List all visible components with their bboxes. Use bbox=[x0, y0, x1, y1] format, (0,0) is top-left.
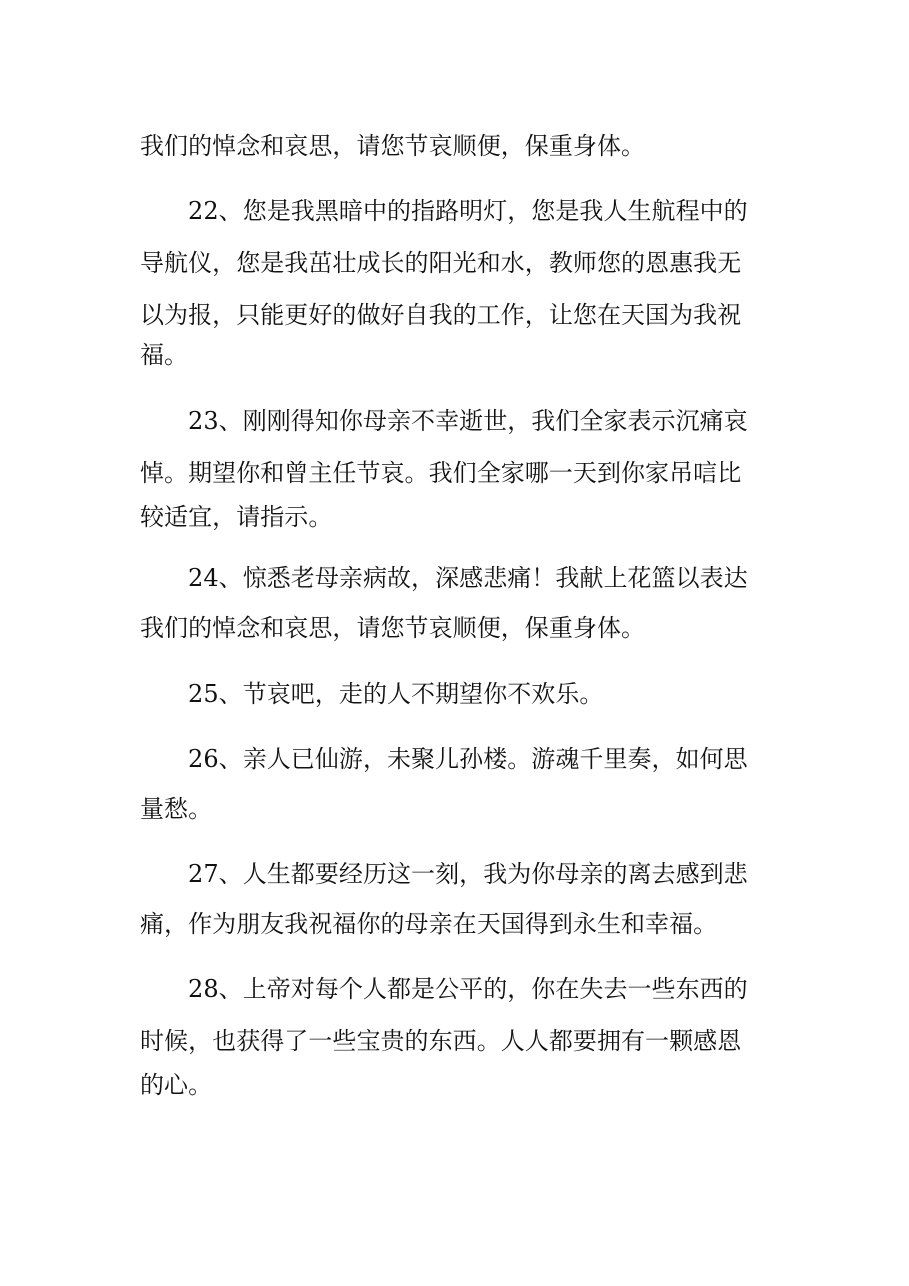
text-line: 量愁。 bbox=[140, 795, 213, 823]
text-line: 导航仪，您是我茁壮成长的阳光和水，教师您的恩惠我无 bbox=[140, 249, 742, 277]
text-line: 的心。 bbox=[140, 1071, 213, 1099]
paragraph-22-start: 22、您是我黑暗中的指路明灯，您是我人生航程中的 bbox=[188, 197, 748, 225]
text-line: 我们的悼念和哀思，请您节哀顺便，保重身体。 bbox=[140, 132, 646, 160]
text-line: 以为报，只能更好的做好自我的工作，让您在天国为我祝 bbox=[140, 301, 742, 329]
paragraph-27-start: 27、人生都要经历这一刻，我为你母亲的离去感到悲 bbox=[188, 860, 748, 888]
text-line: 悼。期望你和曾主任节哀。我们全家哪一天到你家吊唁比 bbox=[140, 459, 742, 487]
paragraph-23-start: 23、刚刚得知你母亲不幸逝世，我们全家表示沉痛哀 bbox=[188, 407, 748, 435]
text-line: 福。 bbox=[140, 341, 189, 369]
paragraph-28-start: 28、上帝对每个人都是公平的，你在失去一些东西的 bbox=[188, 975, 748, 1003]
text-line: 痛，作为朋友我祝福你的母亲在天国得到永生和幸福。 bbox=[140, 910, 718, 938]
text-line: 时候，也获得了一些宝贵的东西。人人都要拥有一颗感恩 bbox=[140, 1027, 742, 1055]
text-line: 较适宜，请指示。 bbox=[140, 503, 333, 531]
text-line: 我们的悼念和哀思，请您节哀顺便，保重身体。 bbox=[140, 614, 646, 642]
paragraph-26-start: 26、亲人已仙游，未聚儿孙楼。游魂千里奏，如何思 bbox=[188, 745, 748, 773]
paragraph-25: 25、节哀吧，走的人不期望你不欢乐。 bbox=[188, 680, 604, 708]
paragraph-24-start: 24、惊悉老母亲病故，深感悲痛！我献上花篮以表达 bbox=[188, 564, 748, 592]
